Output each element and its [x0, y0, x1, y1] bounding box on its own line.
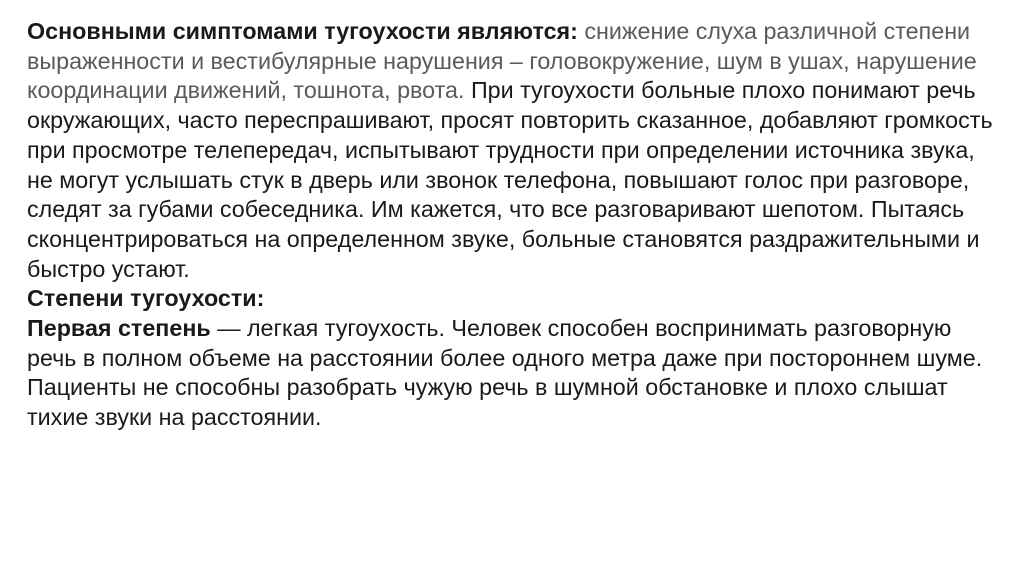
symptoms-paragraph: [27, 17, 1007, 284]
first-degree-text: — легкая тугоухость. Человек способен воспринимать разговорную речь в полном объеме на расстоянии более одного метра даже при постороннем шуме. Пациенты не способны разобрать чужую речь в шумной обстановке и плохо слышат тихие звуки на расстоянии.: [27, 315, 989, 431]
symptoms-lead: Основными симптомами тугоухости являются:: [27, 18, 578, 44]
degrees-heading: Степени тугоухости:: [27, 285, 265, 312]
slide-content: [27, 17, 1007, 433]
symptoms-behavior: При тугоухости больные плохо понимают речь окружающих, часто переспрашивают, просят повторить сказанное, добавляют громкость при просмотре телепередач, испытывают трудности при определении источника звука, не могут услышать стук в дверь или звонок телефона, повышают голос при разговоре, следят за губами собеседника. Им кажется, что все разговаривают шепотом. Пытаясь сконцентрироваться на определенном звуке, больные становятся раздражительными и быстро устают.: [27, 77, 1000, 282]
first-degree-lead: Первая степень: [27, 315, 211, 342]
first-degree-paragraph: [27, 314, 1007, 433]
symptoms-list: снижение слуха различной степени выраженности и вестибулярные нарушения – головокружение, шум в ушах, нарушение координации движений, тошнота, рвота.: [27, 18, 984, 104]
